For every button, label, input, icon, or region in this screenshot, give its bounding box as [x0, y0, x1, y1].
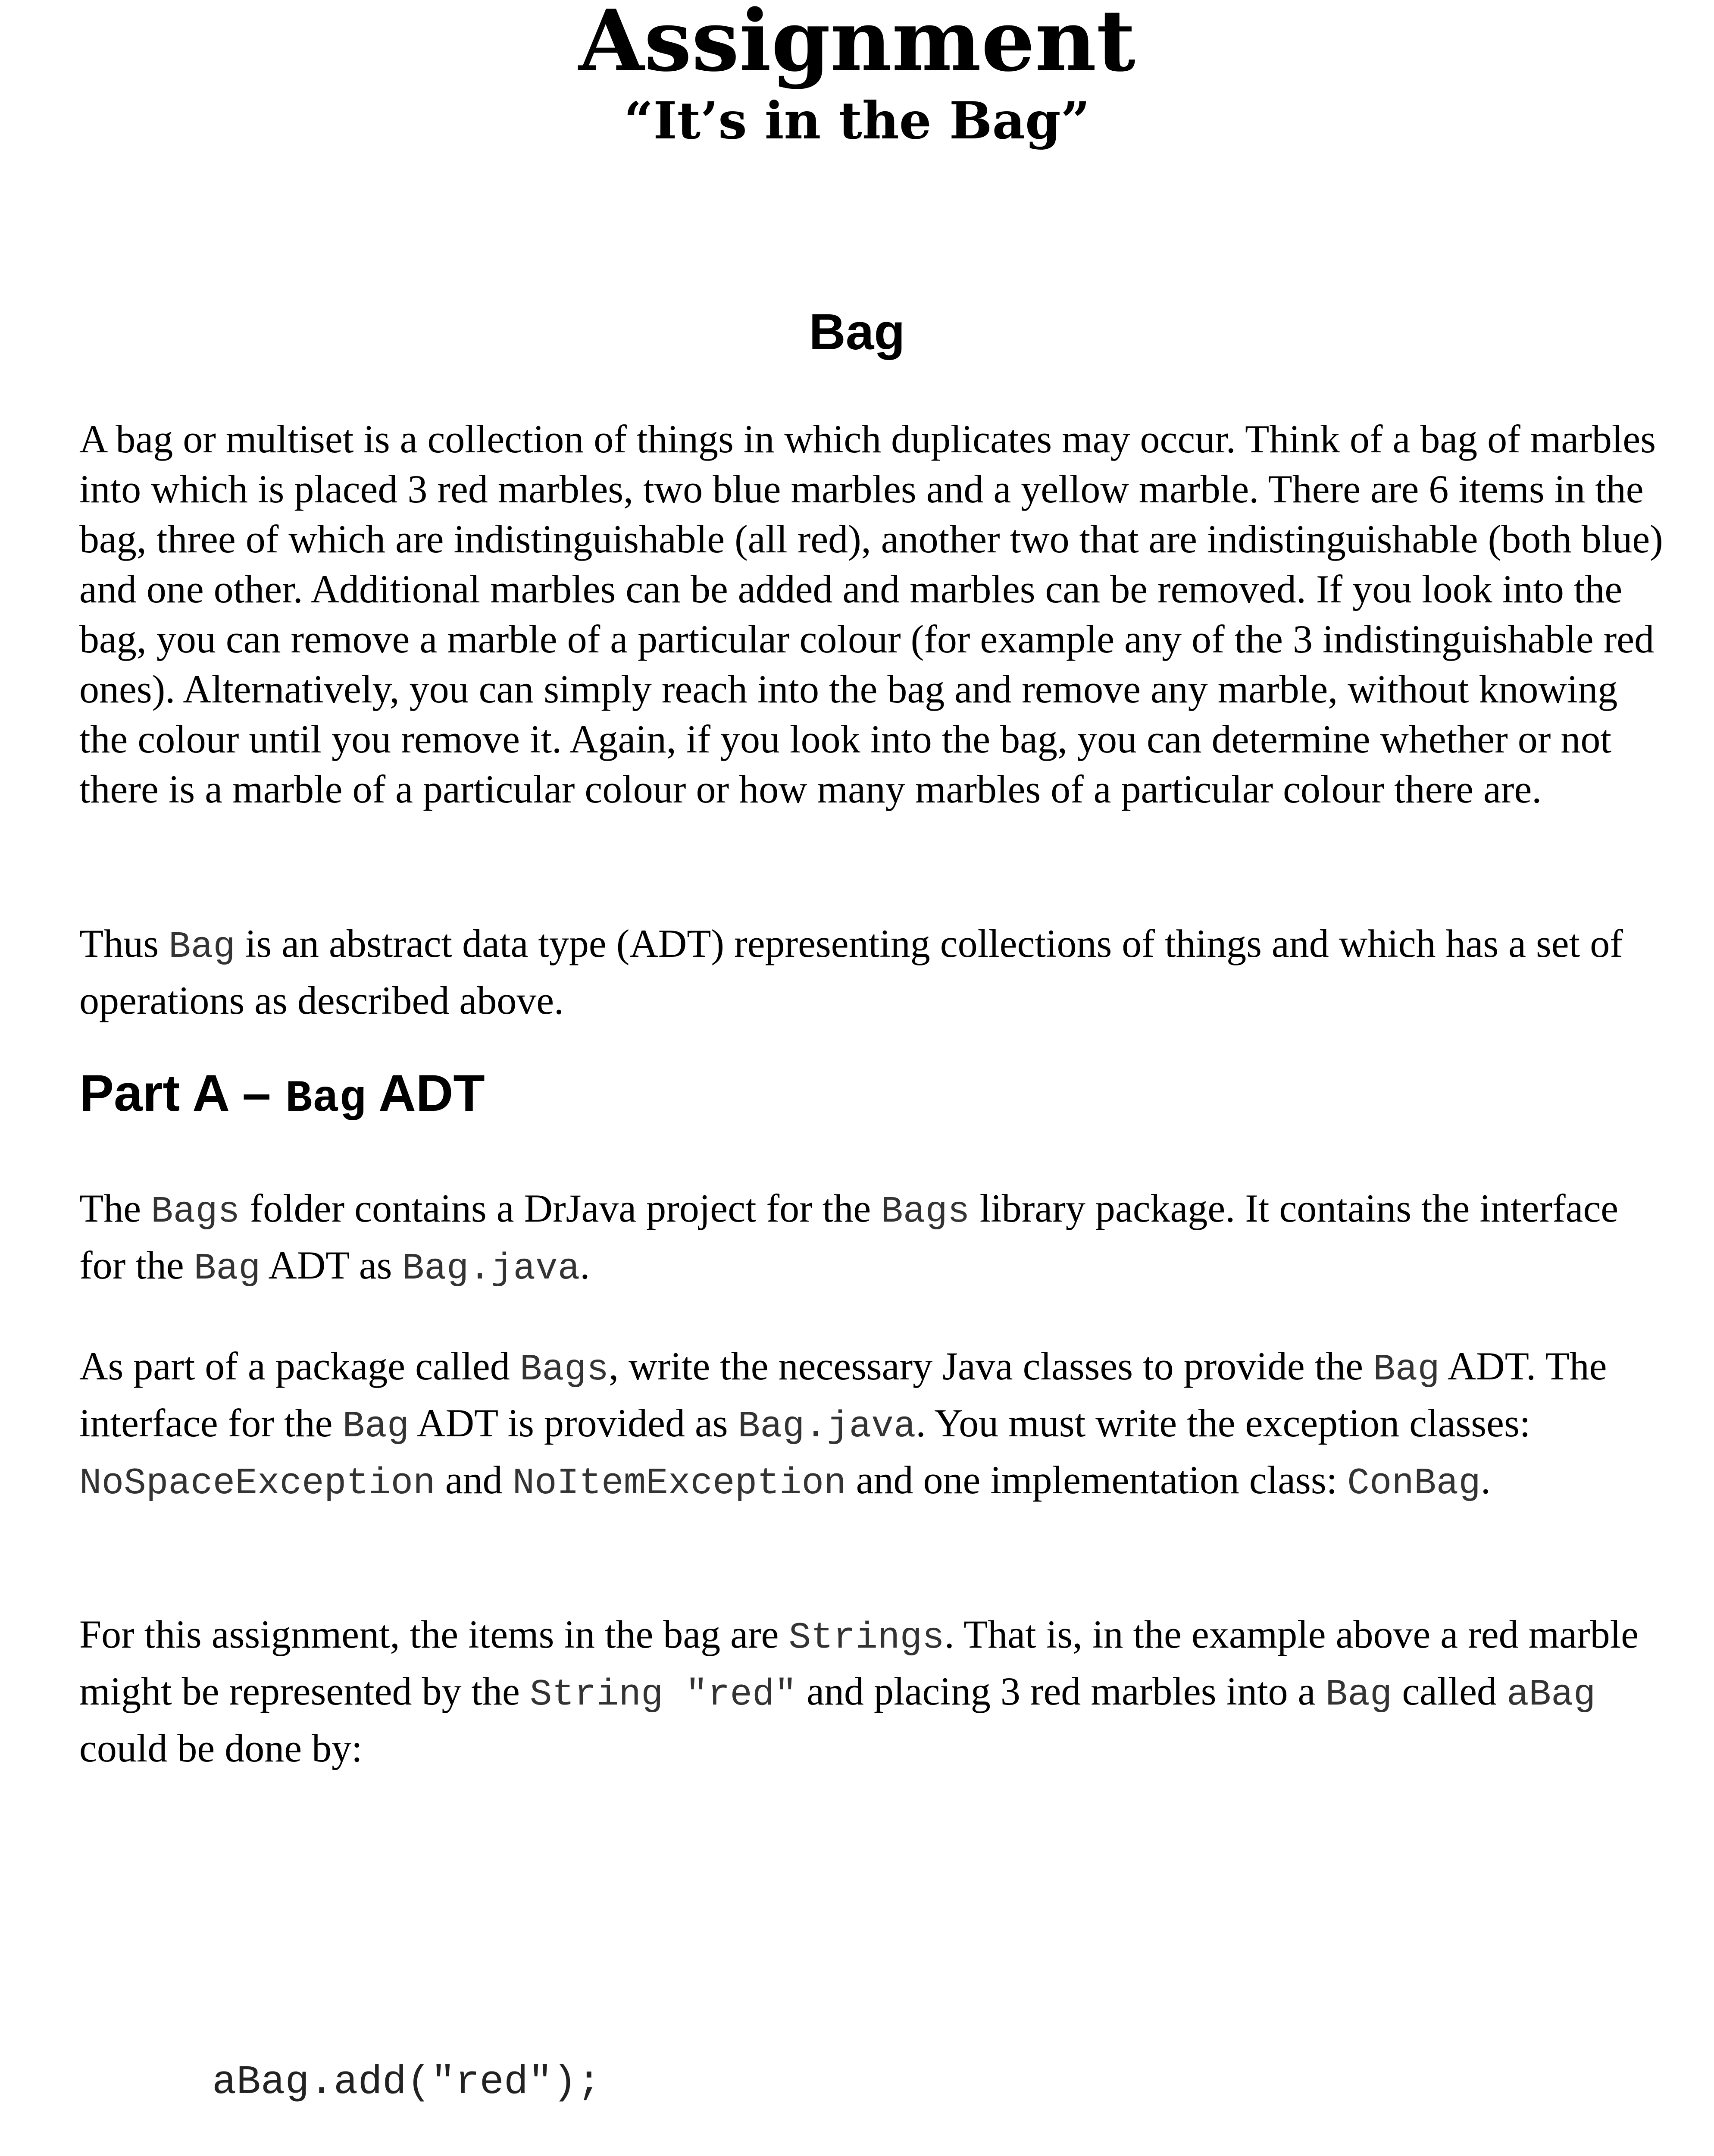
code-line: aBag.add("red"); [212, 2060, 601, 2106]
page-subtitle: “It’s in the Bag” [624, 91, 1090, 150]
package-paragraph: As part of a package called Bags, write the necessary Java classes to provide the Bag ADT. The interface for the Bag ADT is provided as Bag.java. You must write the exception classes: NoSpaceException and NoItemException and one implementation class: ConBag. [79, 1344, 1607, 1504]
strings-paragraph: For this assignment, the items in the bag are Strings. That is, in the example above a red marble might be represented by the String "red" and placing 3 red marbles into a Bag called aBag could be done by: [79, 1612, 1639, 1770]
folder-paragraph: The Bags folder contains a DrJava project for the Bags library package. It contains the interface for the Bag ADT as Bag.java. [79, 1186, 1619, 1290]
part-a-heading: Part A – Bag ADT [79, 1064, 485, 1125]
bag-section-heading: Bag [809, 304, 905, 360]
code-example [212, 1958, 601, 2156]
page-title: Assignment [579, 0, 1135, 91]
adt-paragraph: Thus Bag is an abstract data type (ADT) representing collections of things and which has a set of operations as described above. [79, 921, 1623, 1022]
intro-paragraph: A bag or multiset is a collection of things in which duplicates may occur. Think of a bag of marbles into which is placed 3 red marbles, two blue marbles and a yellow marble. There are 6 items in the bag, three of which are indistinguishable (all red), another two that are indistinguishable (both blue) and one other. Additional marbles can be added and marbles can be removed. If you look into the bag, you can remove a marble of a particular colour (for example any of the 3 indistinguishable red ones). Alternatively, you can simply reach into the bag and remove any marble, without knowing the colour until you remove it. Again, if you look into the bag, you can determine whether or not there is a marble of a particular colour or how many marbles of a particular colour there are. [79, 417, 1663, 811]
